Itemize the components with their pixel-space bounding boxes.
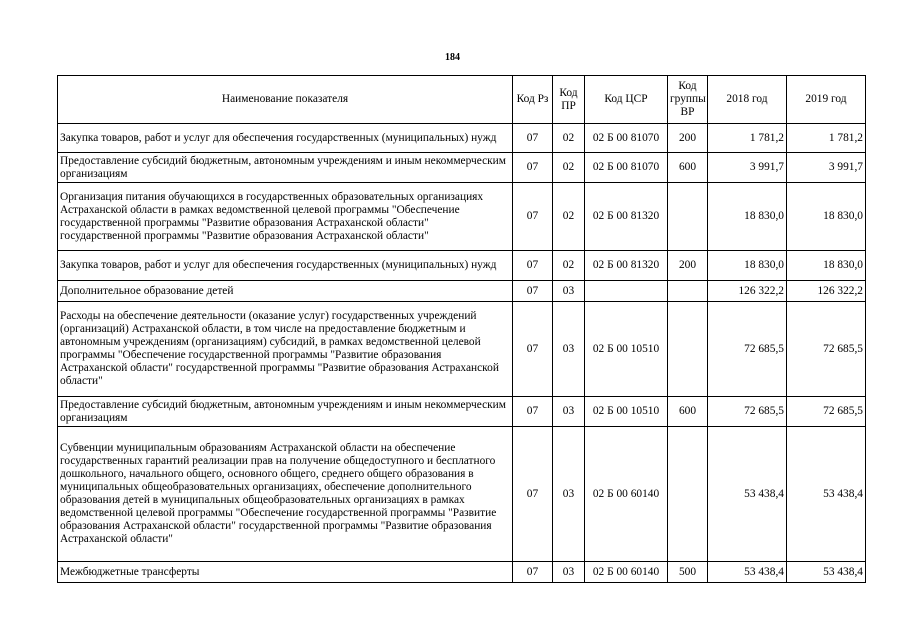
budget-table [57, 75, 866, 583]
row-pr: 02 [553, 251, 585, 281]
row-2019: 18 830,0 [787, 251, 866, 281]
row-name: Предоставление субсидий бюджетным, автономным учреждениям и иным некоммерческим организациям [58, 153, 513, 183]
row-2019: 72 685,5 [787, 397, 866, 427]
row-csr: 02 Б 00 81070 [585, 153, 668, 183]
row-csr: 02 Б 00 81320 [585, 251, 668, 281]
row-2018: 53 438,4 [708, 427, 787, 562]
row-rz: 07 [513, 562, 553, 583]
row-csr: 02 Б 00 81320 [585, 183, 668, 251]
row-pr: 03 [553, 281, 585, 302]
row-name: Закупка товаров, работ и услуг для обеспечения государственных (муниципальных) нужд [58, 124, 513, 153]
row-csr: 02 Б 00 60140 [585, 562, 668, 583]
row-name: Закупка товаров, работ и услуг для обеспечения государственных (муниципальных) нужд [58, 251, 513, 281]
row-vr: 200 [668, 251, 708, 281]
row-rz: 07 [513, 251, 553, 281]
row-2018: 1 781,2 [708, 124, 787, 153]
row-rz: 07 [513, 281, 553, 302]
row-name: Расходы на обеспечение деятельности (оказание услуг) государственных учреждений (организаций) Астраханской области, в том числе на предоставление бюджетным и автономным учреждениям (организациям) субсидий, в рамках ведомственной целевой программы "Обеспечение государственной программы "Развитие образования Астраханской области" государственной программы "Развитие образования Астраханской области" [58, 302, 513, 397]
row-2019: 53 438,4 [787, 427, 866, 562]
row-rz: 07 [513, 427, 553, 562]
page-number: 184 [445, 52, 460, 63]
row-2019: 53 438,4 [787, 562, 866, 583]
row-rz: 07 [513, 124, 553, 153]
row-2019: 18 830,0 [787, 183, 866, 251]
row-2018: 72 685,5 [708, 397, 787, 427]
row-vr: 200 [668, 124, 708, 153]
row-vr: 500 [668, 562, 708, 583]
row-csr: 02 Б 00 10510 [585, 302, 668, 397]
header-pr: Код ПР [553, 76, 585, 124]
row-2019: 1 781,2 [787, 124, 866, 153]
row-pr: 02 [553, 183, 585, 251]
row-vr: 600 [668, 397, 708, 427]
row-2018: 72 685,5 [708, 302, 787, 397]
row-2018: 126 322,2 [708, 281, 787, 302]
table-row [58, 124, 866, 153]
table-row [58, 251, 866, 281]
row-vr [668, 183, 708, 251]
row-vr: 600 [668, 153, 708, 183]
header-csr: Код ЦСР [585, 76, 668, 124]
row-2019: 126 322,2 [787, 281, 866, 302]
table-row [58, 302, 866, 397]
header-name: Наименование показателя [58, 76, 513, 124]
row-rz: 07 [513, 397, 553, 427]
row-pr: 03 [553, 562, 585, 583]
row-pr: 03 [553, 427, 585, 562]
row-vr [668, 281, 708, 302]
row-name: Субвенции муниципальным образованиям Астраханской области на обеспечение государственных гарантий реализации прав на получение общедоступного и бесплатного дошкольного, начального общего, основного общего, среднего общего образования в муниципальных общеобразовательных организациях, обеспечение дополнительного образования детей в муниципальных общеобразовательных организациях в рамках ведомственной целевой программы "Обеспечение государственной программы "Развитие образования Астраханской области" государственной программы "Развитие образования Астраханской области" [58, 427, 513, 562]
row-csr: 02 Б 00 60140 [585, 427, 668, 562]
row-pr: 03 [553, 302, 585, 397]
table-row [58, 281, 866, 302]
row-csr: 02 Б 00 81070 [585, 124, 668, 153]
header-vr: Код группы ВР [668, 76, 708, 124]
header-row [58, 76, 866, 124]
header-2019: 2019 год [787, 76, 866, 124]
row-name: Дополнительное образование детей [58, 281, 513, 302]
row-2019: 3 991,7 [787, 153, 866, 183]
header-rz: Код Рз [513, 76, 553, 124]
row-rz: 07 [513, 153, 553, 183]
table-row [58, 183, 866, 251]
table-row [58, 427, 866, 562]
row-rz: 07 [513, 183, 553, 251]
header-2018: 2018 год [708, 76, 787, 124]
row-pr: 03 [553, 397, 585, 427]
row-rz: 07 [513, 302, 553, 397]
row-2018: 18 830,0 [708, 251, 787, 281]
table-row [58, 397, 866, 427]
row-pr: 02 [553, 124, 585, 153]
row-csr [585, 281, 668, 302]
row-2018: 3 991,7 [708, 153, 787, 183]
row-name: Организация питания обучающихся в государственных образовательных организациях Астраханской области в рамках ведомственной целевой программы "Обеспечение государственной программы "Развитие образования Астраханской области" государственной программы "Развитие образования Астраханской области" [58, 183, 513, 251]
row-2018: 53 438,4 [708, 562, 787, 583]
row-pr: 02 [553, 153, 585, 183]
row-name: Предоставление субсидий бюджетным, автономным учреждениям и иным некоммерческим организациям [58, 397, 513, 427]
row-name: Межбюджетные трансферты [58, 562, 513, 583]
table-row [58, 153, 866, 183]
table-row [58, 562, 866, 583]
row-vr [668, 302, 708, 397]
row-2018: 18 830,0 [708, 183, 787, 251]
row-csr: 02 Б 00 10510 [585, 397, 668, 427]
row-2019: 72 685,5 [787, 302, 866, 397]
row-vr [668, 427, 708, 562]
